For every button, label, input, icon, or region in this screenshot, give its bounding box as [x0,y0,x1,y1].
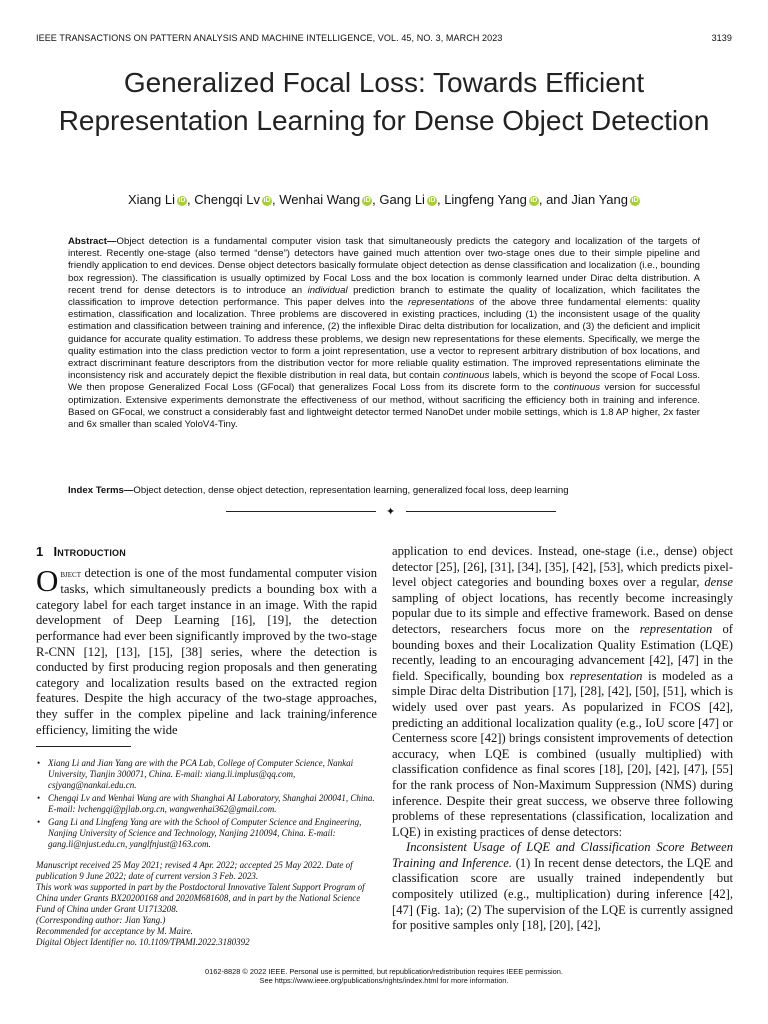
author-name: Wenhai Wang [279,192,361,207]
orcid-icon[interactable]: iD [428,197,436,204]
manuscript-meta [36,860,377,948]
abstract-text: of the above three fundamental elements: quality estimation, classification and localization. Three problems are discovered in existing practices, including (1) the inconsistent usage of the quality estimation and classification between training and inference, (2) the inflexible Dirac delta distribution for localization, and (3) the deficient and implicit guidance for accurate quality estimation. To address these problems, we design new representations for these elements. Specifically, we merge the quality estimation into the class prediction vector to form a joint representation, use a vector to represent arbitrary distribution of box locations, and extract discriminant feature descriptors from the distribution vector for more reliable quality estimation. The improved representations eliminate the inconsistency risk and accurately depict the flexible distribution in real data, but contain [68,297,700,382]
footnote-list [36,758,377,850]
author-name: Jian Yang [571,192,628,207]
author-separator: , [186,192,195,207]
meta-line: (Corresponding author: Jian Yang.) [36,915,166,925]
body-emphasis: representation [569,668,643,683]
meta-line: This work was supported in part by the Postdoctoral Innovative Talent Support Program of China under Grants BX20200168 and 2020M681608, and in part by the National Science Fund of China under Grant U1713208. [36,882,365,914]
body-text: application to end devices. Instead, one-stage (i.e., dense) object detector [25], [26], [31], [34], [35], [42], [53], which predicts pixel-level object categories and bounding boxes over a regular, [392,544,733,590]
journal-name: IEEE TRANSACTIONS ON PATTERN ANALYSIS AND MACHINE INTELLIGENCE, VOL. 45, NO. 3, MARCH 2023 [36,33,503,43]
abstract [68,236,700,431]
orcid-icon[interactable]: iD [530,197,538,204]
section-separator [226,506,556,518]
abstract-text: Object detection is a fundamental computer vision task that simultaneously predicts the category and localization of the targets of interest. Recently one-stage (also termed “dense”) detectors have gained much attention over two-stage ones due to their simple pipeline and friendly application to end devices. Dense object detectors basically formulate object detection as dense classification and localization (i.e., bounding box regression). The classification is usually optimized by Focal Loss and the box location is commonly learned under Dirac delta distribution. A recent trend for dense detectors is to introduce an [68,236,700,296]
copyright-notice [36,968,732,986]
intro-paragraph [36,562,377,739]
orcid-icon[interactable]: iD [631,197,639,204]
abstract-label: Abstract— [68,236,117,247]
orcid-icon[interactable]: iD [178,197,186,204]
index-terms-label: Index Terms— [68,485,134,496]
running-header [36,33,732,43]
drop-cap-continuation: bject [60,568,82,580]
paragraph-heading: Inconsistent Usage of LQE and Classification Score Between Training and Inference. [392,840,733,870]
body-text: is modeled as a simple Dirac delta Distribution [17], [28], [42], [50], [51], which is widely used over past years. As popularized in FCOS [42], predicting an additional localization quality (e.g., IoU score [47] or Centerness score [42]) brings consistent improvements of detection accuracy, when LQE is combined (usually multiplied) with classification confidence as final scores [18], [20], [42], [47], [55] for the rank process of Non-Maximum Suppression (NMS) during inference. Despite their great success, we observe three following problems of these representations (classification, localization and LQE) in existing practices of dense detectors: [392,668,733,839]
abstract-emphasis: representations [408,297,475,309]
footnote-item: • Chengqi Lv and Wenhai Wang are with Shanghai AI Laboratory, Shanghai 200041, China. E-mail: lvchengqi@pjlab.org.cn, wangwenhai362@gmail.com. [48,793,377,815]
author-name: Lingfeng Yang [444,192,527,207]
affiliation-footnotes [36,758,377,852]
section-heading [36,544,377,560]
right-column [392,544,733,934]
body-text: of bounding boxes and their Localization Quality Estimation (LQE) recently, leading to an encouraging advancement [42], [47] in the field. Specifically, bounding box [392,621,734,683]
intro-text: detection is one of the most fundamental computer vision tasks, which simultaneously predicts a bounding box with a category label for each target instance in an image. With the rapid development of Deep Learning [16], [19], the detection performance had ever been significantly improved by the two-stage R-CNN [12], [13], [15], [38] series, where the detection is conducted by first producing region proposals and then generating category and localization results based on the extracted region features. Despite the high accuracy of the two-stage approaches, they suffer in the complex pipeline and lack training/inference efficiency, limiting the wide [36,565,377,737]
footnote-rule [36,746,131,747]
index-terms [68,485,700,497]
author-separator: , [372,192,380,207]
author-list [40,192,728,207]
paper-title: Generalized Focal Loss: Towards Efficient Representation Learning for Dense Object Detection [58,67,710,136]
page-number: 3139 [711,33,732,43]
copyright-line-1: 0162-8828 © 2022 IEEE. Personal use is permitted, but republication/redistribution requires IEEE permission. [205,967,563,976]
orcid-icon[interactable]: iD [263,197,271,204]
abstract-text: version for successful optimization. Extensive experiments demonstrate the effectiveness of our method, without sacrificing the efficiency both in training and inference. Based on GFocal, we construct a considerably fast and lightweight detector termed NanoDet under mobile settings, which is 1.8 AP higher, 2x faster and 6x smaller than scaled YoloV4-Tiny. [68,382,700,431]
author-separator: , [436,192,445,207]
body-text: sampling of object locations, has recently become increasingly popular due to its simple and effective framework. Based on dense detectors, researchers focus more on the [392,590,733,636]
abstract-text: prediction branch to estimate the quality of localization, which facilitates the classification to improve detection performance. This paper delves into the [68,284,700,309]
section-title: Introduction [53,544,126,559]
right-paragraph-1 [392,544,733,840]
index-terms-text: Object detection, dense object detection, representation learning, generalized focal loss, deep learning [133,485,569,496]
diamond-icon: ✦ [386,506,396,518]
footnote-item: • Xiang Li and Jian Yang are with the PCA Lab, College of Computer Science, Nankai University, Tianjin 300071, China. E-mail: xiang.li.implus@qq.com, csjyang@nankai.edu.cn. [48,758,377,791]
meta-line: Recommended for acceptance by M. Maire. [36,926,193,936]
body-emphasis: dense [704,575,733,590]
left-column [36,544,377,738]
drop-cap: O [36,562,59,598]
abstract-emphasis: individual [307,284,348,296]
separator-rule-right [406,511,556,512]
abstract-emphasis: continuous [442,370,490,382]
abstract-emphasis: continuous [553,382,601,394]
separator-rule-left [226,511,376,512]
copyright-line-2: See https://www.ieee.org/publications/rights/index.html for more information. [259,975,509,985]
footnote-item: • Gang Li and Lingfeng Yang are with the School of Computer Science and Engineering, Nanjing University of Science and Technology, Nanjing 210094, China. E-mail: gang.li@njust.edu.cn, yanglfnjust@163.com. [48,817,377,850]
section-number: 1 [36,544,44,559]
author-name: Gang Li [379,192,425,207]
abstract-text: labels, which is beyond the scope of Focal Loss. We then propose Generalized Focal Loss (GFocal) that generalizes Focal Loss from its discrete form to the [68,370,700,394]
body-text: (1) In recent dense detectors, the LQE and classification score are usually trained independently but compositely utilized (e.g., multiplication) during inference [42], [47] (Fig. 1a); (2) The supervision of the LQE is currently assigned for positive samples only [18], [20], [42], [392,855,734,933]
author-separator: , [272,192,280,207]
author-separator: , and [538,192,572,207]
right-paragraph-2 [392,840,733,934]
meta-line: Manuscript received 25 May 2021; revised 4 Apr. 2022; accepted 25 May 2022. Date of publication 9 June 2022; date of current version 3 Feb. 2023. [36,860,353,881]
orcid-icon[interactable]: iD [363,197,371,204]
author-name: Chengqi Lv [194,192,260,207]
meta-line: Digital Object Identifier no. 10.1109/TPAMI.2022.3180392 [36,937,250,947]
body-emphasis: representation [639,621,713,636]
author-name: Xiang Li [128,192,175,207]
